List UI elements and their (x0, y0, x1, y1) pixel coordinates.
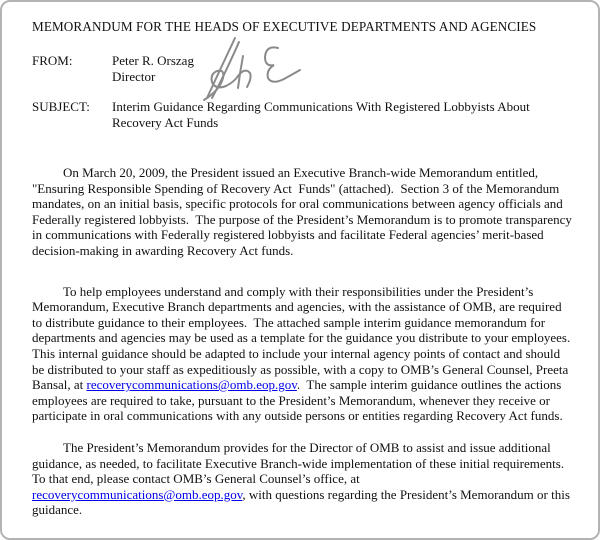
paragraph-3-text-before: The President’s Memorandum provides for the Director of OMB to assist and issue additional guidance, as needed, to facilitate Executive Branch-wide implementation of these initial requirements. To that end, please contact OMB’s General Counsel’s office, at (32, 439, 571, 487)
from-row (32, 53, 194, 85)
from-label: FROM: (32, 53, 73, 68)
recovery-communications-email-link-2[interactable]: recoverycommunications@omb.eop.gov (32, 486, 243, 502)
memo-paragraph-2 (32, 283, 577, 424)
paragraph-2-text-after: . The sample interim guidance outlines the actions employees are required to take, pursuant to the President’s Memorandum, whenever they receive or participate in oral communications with any outside persons or entities regarding Recovery Act funds. (32, 377, 565, 424)
paragraph-1-text: On March 20, 2009, the President issued an Executive Branch-wide Memorandum entitled, "Ensuring Responsible Spending of Recovery Act Funds" (attached). Section 3 of the Memorandum mandates, on an initial basis, specific protocols for oral communications between agency officials and Federally registered lobbyists. The purpose of the President’s Memorandum is to promote transparency in communications with Federally registered lobbyists and facilitate Federal agencies’ merit-based decision-making in awarding Recovery Act funds. (32, 165, 576, 258)
signature-icon (194, 30, 306, 102)
memo-body (32, 165, 577, 518)
subject-label: SUBJECT: (32, 99, 90, 114)
memo-title: MEMORANDUM FOR THE HEADS OF EXECUTIVE DEPARTMENTS AND AGENCIES (32, 19, 537, 34)
memo-paragraph-3 (32, 440, 573, 518)
paragraph-3-text-after: , with questions regarding the President’s Memorandum or this guidance. (32, 486, 574, 518)
memo-paragraph-1 (32, 165, 576, 259)
from-role: Director (112, 69, 156, 84)
subject-row (32, 99, 544, 131)
recovery-communications-email-link-1[interactable]: recoverycommunications@omb.eop.gov (86, 377, 297, 393)
from-name: Peter R. Orszag (112, 53, 194, 68)
subject-value: Interim Guidance Regarding Communications With Registered Lobbyists About Recovery Act Funds (112, 99, 530, 130)
paragraph-2-text-before: To help employees understand and comply with their responsibilities under the President’s Memorandum, Executive Branch departments and agencies, with the assistance of OMB, are required to distribute guidance to their employees. The attached sample interim guidance memorandum for departments and agencies may be used as a template for the guidance you distribute to your employees. This internal guidance should be adapted to include your internal agency points of contact and should be distributed to your staff as expeditiously as possible, with a copy to OMB’s General Counsel, Preeta Bansal, at (32, 283, 577, 393)
from-value (112, 53, 194, 85)
